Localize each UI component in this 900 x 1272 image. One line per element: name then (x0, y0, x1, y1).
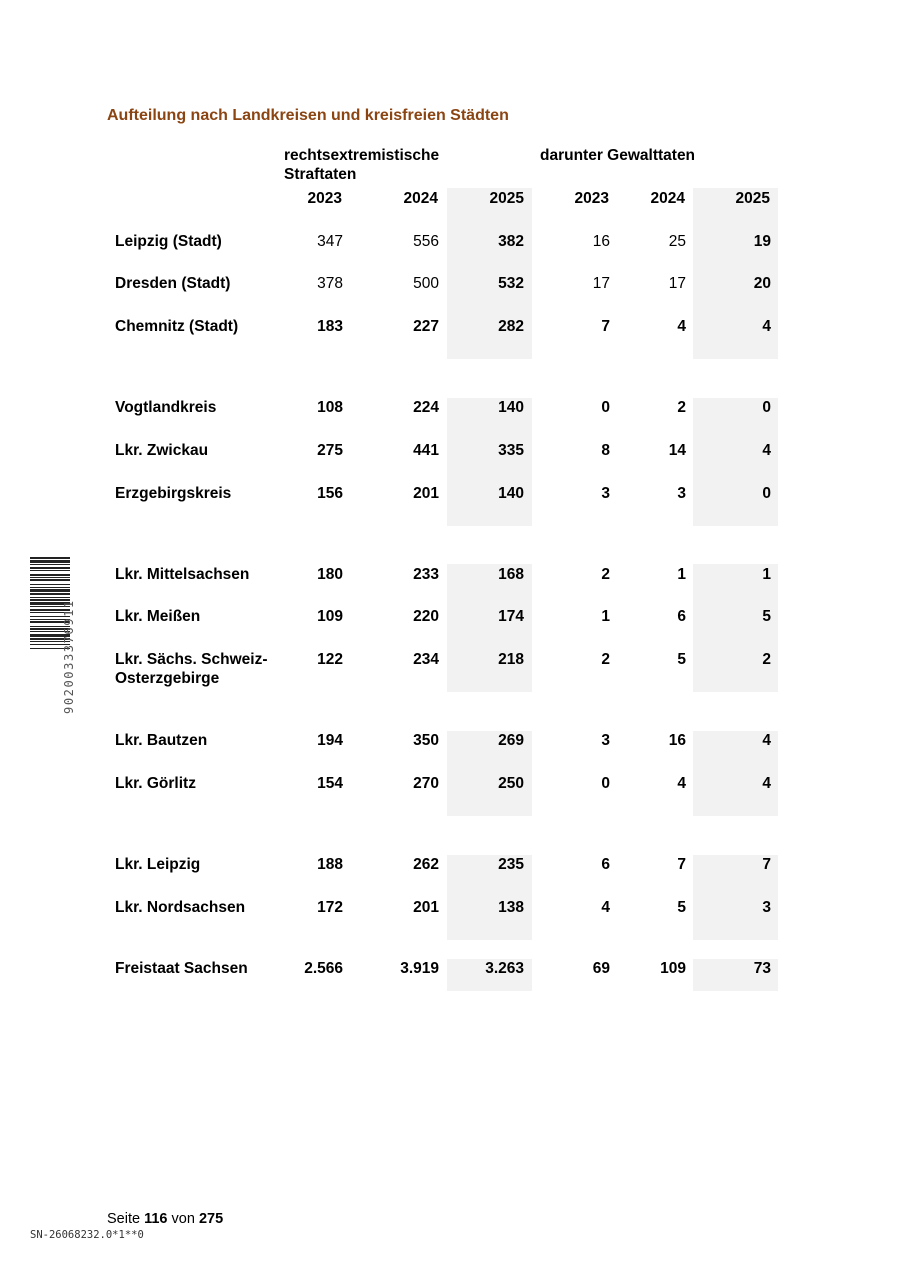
table-cell: 234 (413, 651, 439, 668)
table-cell: 532 (498, 275, 524, 292)
row-label: Freistaat Sachsen (115, 960, 248, 977)
table-cell: 2 (762, 651, 771, 668)
table-cell: 180 (317, 566, 343, 583)
table-cell: 335 (498, 442, 524, 459)
table-cell: 5 (677, 899, 686, 916)
table-cell: 269 (498, 732, 524, 749)
table-cell: 4 (677, 318, 686, 335)
table-cell: 227 (413, 318, 439, 335)
table-cell: 218 (498, 651, 524, 668)
barcode-bar (30, 587, 70, 588)
table-cell: 4 (762, 318, 771, 335)
table-cell: 25 (668, 233, 686, 250)
table-cell: 109 (660, 960, 686, 977)
row-label: Leipzig (Stadt) (115, 233, 222, 250)
barcode-bar (30, 560, 70, 563)
table-cell: 275 (317, 442, 343, 459)
year-header: 2025 (735, 190, 770, 207)
table-cell: 16 (592, 233, 610, 250)
barcode-bar (30, 584, 70, 585)
row-label: Lkr. Nordsachsen (115, 899, 246, 916)
table-cell: 2 (677, 399, 686, 416)
table-cell: 347 (317, 233, 343, 250)
table-cell: 6 (677, 608, 686, 625)
barcode-number: 9020033376911 (62, 599, 76, 714)
section-title: Aufteilung nach Landkreisen und kreisfreien Städten (107, 107, 509, 124)
table-cell: 19 (753, 233, 771, 250)
barcode-bar (30, 577, 70, 578)
table-cell: 3 (762, 899, 771, 916)
table-cell: 4 (762, 732, 771, 749)
table-cell: 4 (762, 775, 771, 792)
table-cell: 4 (677, 775, 686, 792)
year-header: 2023 (574, 190, 609, 207)
table-cell: 282 (498, 318, 524, 335)
table-cell: 3 (601, 485, 610, 502)
table-cell: 17 (668, 275, 686, 292)
table-cell: 233 (413, 566, 439, 583)
table-cell: 0 (601, 399, 610, 416)
table-cell: 17 (592, 275, 610, 292)
table-cell: 3.919 (400, 960, 439, 977)
table-cell: 140 (498, 399, 524, 416)
year-header: 2025 (489, 190, 524, 207)
barcode-bar (30, 557, 70, 559)
row-label: Lkr. Sächs. Schweiz-Osterzgebirge (115, 651, 268, 687)
table-cell: 220 (413, 608, 439, 625)
table-cell: 154 (317, 775, 343, 792)
table-cell: 108 (317, 399, 343, 416)
table-cell: 3 (677, 485, 686, 502)
table-cell: 0 (762, 485, 771, 502)
table-cell: 201 (413, 485, 439, 502)
table-cell: 4 (762, 442, 771, 459)
row-label: Lkr. Leipzig (115, 856, 201, 873)
table-cell: 2 (601, 651, 610, 668)
table-cell: 20 (753, 275, 771, 292)
table-cell: 1 (677, 566, 686, 583)
year-header: 2024 (650, 190, 685, 207)
table-cell: 14 (668, 442, 686, 459)
row-label: Lkr. Zwickau (115, 442, 209, 459)
table-cell: 1 (762, 566, 771, 583)
table-cell: 350 (413, 732, 439, 749)
table-cell: 122 (317, 651, 343, 668)
row-label: Vogtlandkreis (115, 399, 217, 416)
barcode-bar (30, 570, 70, 571)
year-header: 2024 (403, 190, 438, 207)
table-cell: 1 (601, 608, 610, 625)
table-cell: 6 (601, 856, 610, 873)
table-cell: 174 (498, 608, 524, 625)
footer-page-number: 116 (144, 1211, 168, 1227)
table-cell: 0 (601, 775, 610, 792)
shade-block (447, 398, 532, 526)
table-cell: 8 (601, 442, 610, 459)
table-cell: 500 (413, 275, 439, 292)
row-label: Erzgebirgskreis (115, 485, 232, 502)
table-cell: 16 (668, 732, 686, 749)
table-cell: 250 (498, 775, 524, 792)
group-header-gewalttaten: darunter Gewalttaten (540, 147, 696, 164)
table-cell: 556 (413, 233, 439, 250)
group-header-straftaten: rechtsextremistische Straftaten (284, 147, 440, 183)
table-cell: 69 (592, 960, 610, 977)
table-cell: 7 (677, 856, 686, 873)
table-cell: 270 (413, 775, 439, 792)
barcode-bar (30, 564, 70, 565)
barcode-bar (30, 593, 70, 595)
table-cell: 441 (413, 442, 439, 459)
table-cell: 3.263 (485, 960, 524, 977)
table-cell: 382 (498, 233, 524, 250)
row-label: Lkr. Mittelsachsen (115, 566, 250, 583)
footer-page-total: 275 (198, 1211, 224, 1227)
table-cell: 224 (413, 399, 439, 416)
row-label: Lkr. Meißen (115, 608, 201, 625)
table-cell: 3 (601, 732, 610, 749)
row-label: Lkr. Bautzen (115, 732, 208, 749)
table-cell: 156 (317, 485, 343, 502)
footer-middle: von (171, 1211, 195, 1227)
footer-prefix: Seite (107, 1211, 141, 1227)
table-cell: 188 (317, 856, 343, 873)
table-cell: 109 (317, 608, 343, 625)
table-cell: 168 (498, 566, 524, 583)
table-cell: 194 (317, 732, 343, 749)
table-cell: 2 (601, 566, 610, 583)
table-cell: 5 (677, 651, 686, 668)
table-cell: 73 (753, 960, 771, 977)
shade-block (693, 398, 778, 526)
year-header: 2023 (307, 190, 342, 207)
barcode-bar (30, 589, 70, 592)
table-cell: 183 (317, 318, 343, 335)
page-footer (107, 1211, 223, 1227)
table-cell: 138 (498, 899, 524, 916)
table-cell: 172 (317, 899, 343, 916)
row-label: Dresden (Stadt) (115, 275, 231, 292)
table-cell: 378 (317, 275, 343, 292)
table-cell: 4 (601, 899, 610, 916)
table-cell: 0 (762, 399, 771, 416)
table-cell: 7 (762, 856, 771, 873)
row-label: Chemnitz (Stadt) (115, 318, 239, 335)
row-label: Lkr. Görlitz (115, 775, 196, 792)
table-cell: 201 (413, 899, 439, 916)
table-cell: 2.566 (304, 960, 343, 977)
table-cell: 262 (413, 856, 439, 873)
table-cell: 235 (498, 856, 524, 873)
table-cell: 7 (601, 318, 610, 335)
barcode-bar (30, 579, 70, 581)
table-cell: 5 (762, 608, 771, 625)
table-cell: 140 (498, 485, 524, 502)
serial-number: SN-26068232.0*1**0 (30, 1229, 144, 1241)
barcode-bar (30, 597, 70, 598)
barcode-bar (30, 574, 70, 576)
barcode-bar (30, 567, 70, 569)
